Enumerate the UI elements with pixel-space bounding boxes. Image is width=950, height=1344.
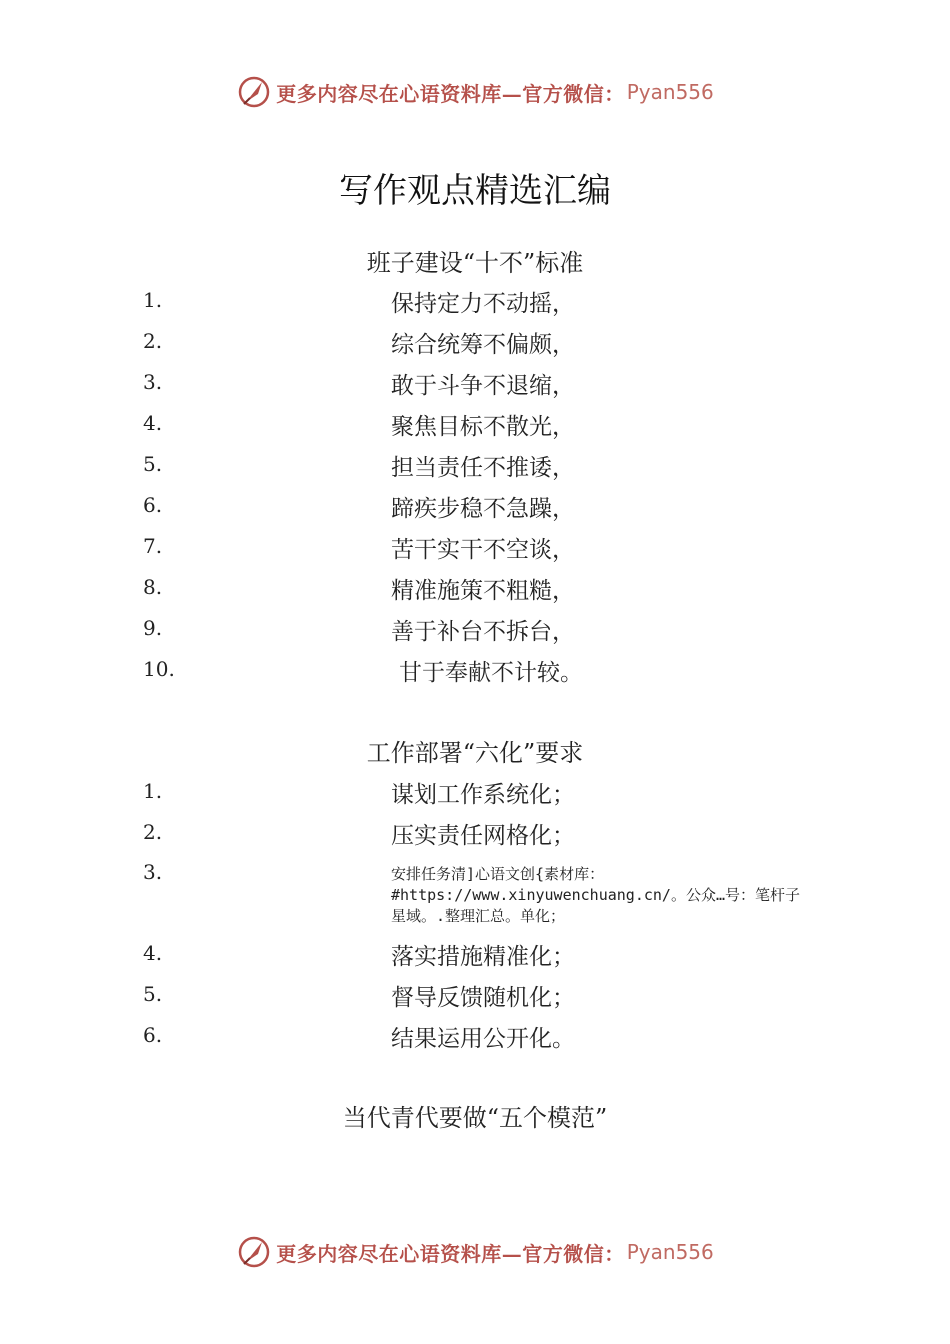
- list-item: [0, 820, 950, 861]
- item-number: 9.: [143, 616, 163, 640]
- banner-wechat-id: Pyan556: [626, 80, 714, 104]
- section-heading-2: 工作部署“六化”要求: [366, 739, 584, 767]
- item-text: 蹄疾步稳不急躁，: [391, 496, 575, 522]
- list-item: [0, 370, 950, 411]
- banner-text: 更多内容尽在心语资料库—官方微信：: [276, 1241, 625, 1266]
- item-number: 2.: [143, 820, 163, 844]
- item-number: 5.: [143, 452, 163, 476]
- item-number: 4.: [143, 411, 163, 435]
- item-text: 综合统筹不偏颇，: [391, 332, 575, 358]
- item-text: 落实措施精准化；: [391, 944, 575, 970]
- footer-banner: [0, 1230, 950, 1274]
- quill-logo-icon: [236, 74, 272, 110]
- banner-text: 更多内容尽在心语资料库—官方微信：: [276, 81, 625, 106]
- list-item: [0, 534, 950, 575]
- list-item: [0, 941, 950, 982]
- header-banner: [0, 70, 950, 114]
- list-item: [0, 575, 950, 616]
- list-item: [0, 616, 950, 657]
- item-text: 安排任务清]心语文创{素材库：#https://www.xinyuwenchuang.cn/。公众…号：笔杆子星域。.整理汇总。单化；: [391, 865, 800, 925]
- item-text: 担当责任不推诿，: [391, 455, 575, 481]
- list-item: [0, 288, 950, 329]
- item-number: 1.: [143, 288, 163, 312]
- item-number: 3.: [143, 370, 163, 394]
- item-text: 甘于奉献不计较。: [399, 660, 583, 686]
- item-text: 敢于斗争不退缩，: [391, 373, 575, 399]
- list-item: [0, 329, 950, 370]
- item-number: 5.: [143, 982, 163, 1006]
- item-text: 保持定力不动摇，: [391, 291, 575, 317]
- item-number: 1.: [143, 779, 163, 803]
- banner-wechat-id: Pyan556: [626, 1240, 714, 1264]
- item-number: 6.: [143, 493, 163, 517]
- item-number: 4.: [143, 941, 163, 965]
- section-heading-1: 班子建设“十不”标准: [366, 249, 584, 277]
- quill-logo-icon: [236, 1234, 272, 1270]
- item-number: 10.: [143, 657, 175, 681]
- item-text: 结果运用公开化。: [391, 1026, 575, 1052]
- item-number: 3.: [143, 860, 163, 884]
- item-text: 谋划工作系统化；: [391, 782, 575, 808]
- item-text: 善于补台不拆台，: [391, 619, 575, 645]
- item-number: 7.: [143, 534, 163, 558]
- item-number: 6.: [143, 1023, 163, 1047]
- list-item: [0, 982, 950, 1023]
- item-text: 聚焦目标不散光，: [391, 414, 575, 440]
- list-item: [0, 452, 950, 493]
- list-item: [0, 493, 950, 534]
- item-number: 2.: [143, 329, 163, 353]
- list-item: [0, 860, 950, 940]
- section-heading-3: 当代青代要做“五个模范”: [342, 1104, 608, 1132]
- item-number: 8.: [143, 575, 163, 599]
- item-text: 精准施策不粗糙，: [391, 578, 575, 604]
- list-item: [0, 1023, 950, 1064]
- list-item: [0, 779, 950, 820]
- list-item: [0, 411, 950, 452]
- item-text: 督导反馈随机化；: [391, 985, 575, 1011]
- item-text: 压实责任网格化；: [391, 823, 575, 849]
- page-title: 写作观点精选汇编: [339, 171, 611, 211]
- item-text: 苦干实干不空谈，: [391, 537, 575, 563]
- list-item: [0, 657, 950, 698]
